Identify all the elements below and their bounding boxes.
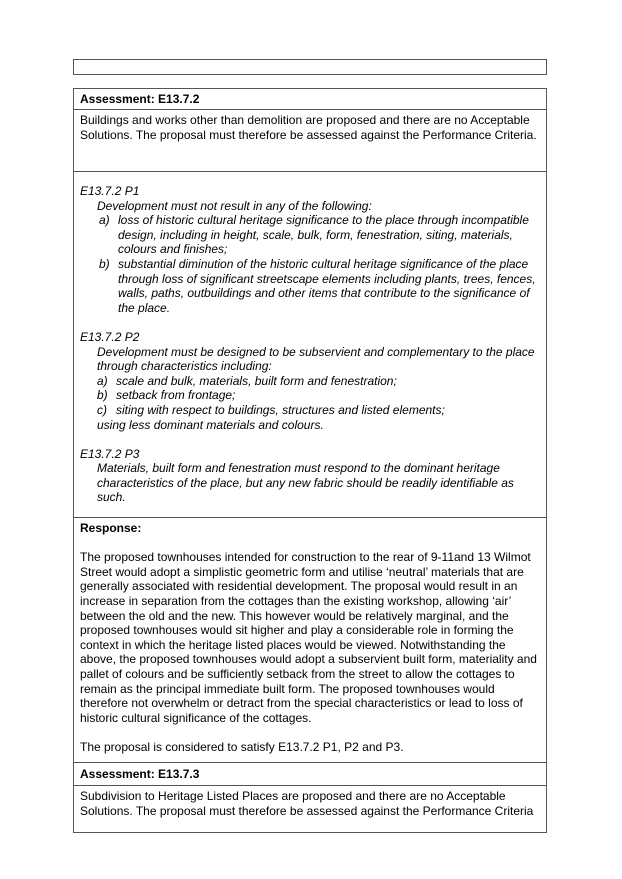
p3-text: Materials, built form and fenestration must respond to the dominant heritage characteristics of the place, but any new fabric should be readily identifiable as such. <box>97 461 514 505</box>
assessment-heading-e1372: Assessment: E13.7.2 <box>73 88 547 110</box>
p1-title: E13.7.2 P1 <box>80 184 140 198</box>
assessment-heading-e1373: Assessment: E13.7.3 <box>73 762 547 786</box>
list-item-label: b) <box>99 256 110 271</box>
list-item-text: siting with respect to buildings, structures and listed elements; <box>116 402 445 417</box>
p1-lead: Development must not result in any of the following: <box>97 198 372 213</box>
list-item <box>97 374 540 389</box>
response-conclusion: The proposal is considered to satisfy E13.7.2 P1, P2 and P3. <box>80 739 404 754</box>
list-item-text: loss of historic cultural heritage significance to the place through incompatible design, including in height, scale, bulk, form, fenestration, siting, materials, colours and finishes; <box>118 213 529 257</box>
performance-criteria-cell <box>73 171 547 518</box>
p3-title: E13.7.2 P3 <box>80 446 140 461</box>
assessment-intro-e1372 <box>73 109 547 172</box>
list-item-text: substantial diminution of the historic cultural heritage significance of the place through loss of significant streetscape elements including plants, trees, fences, walls, paths, outbuildings and other items that contribute to the significance of the place. <box>118 256 536 315</box>
list-item-text: setback from frontage; <box>116 388 236 403</box>
list-item-label: a) <box>99 213 110 228</box>
p2-trailer: using less dominant materials and colours. <box>97 417 324 432</box>
p2-title: E13.7.2 P2 <box>80 329 140 344</box>
empty-top-cell <box>73 59 547 75</box>
assessment-intro-e1373 <box>73 785 547 833</box>
list-item-label: a) <box>97 373 108 388</box>
p1-list <box>80 213 540 315</box>
list-item-text: scale and bulk, materials, built form and fenestration; <box>116 373 397 388</box>
response-body: The proposed townhouses intended for construction to the rear of 9-11and 13 Wilmot Street would adopt a simplistic geometric form and utilise ‘neutral’ materials that are generally associated with residential development. The proposal would result in an increase in separation from the cottages than the existing workshop, allowing ‘air’ between the old and the new. This however would be relatively marginal, and the proposed townhouses would sit higher and play a considerable role in forming the context in which the heritage listed places would be viewed. Notwithstanding the above, the proposed townhouses would adopt a subservient built form, materiality and pallet of colours and be sufficiently setback from the street to allow the cottages to remain as the principal immediate built form. The proposed townhouses would therefore not overwhelm or detract from the special characteristics or lead to loss of historic cultural significance of the cottages. <box>80 550 537 725</box>
intro-text: Buildings and works other than demolition are proposed and there are no Acceptable Solutions. The proposal must therefore be assessed against the Performance Criteria. <box>80 113 537 142</box>
response-cell <box>73 517 547 763</box>
list-item <box>97 403 540 418</box>
list-item <box>97 388 540 403</box>
intro-text-2: Subdivision to Heritage Listed Places are proposed and there are no Acceptable Solutions. The proposal must therefore be assessed against the Performance Criteria <box>80 789 534 818</box>
p2-lead: Development must be designed to be subservient and complementary to the place through characteristics including: <box>97 344 535 374</box>
response-heading: Response: <box>80 521 142 535</box>
list-item <box>99 213 540 257</box>
p2-list <box>80 374 540 418</box>
list-item-label: c) <box>97 402 107 417</box>
list-item <box>99 257 540 315</box>
list-item-label: b) <box>97 388 108 403</box>
